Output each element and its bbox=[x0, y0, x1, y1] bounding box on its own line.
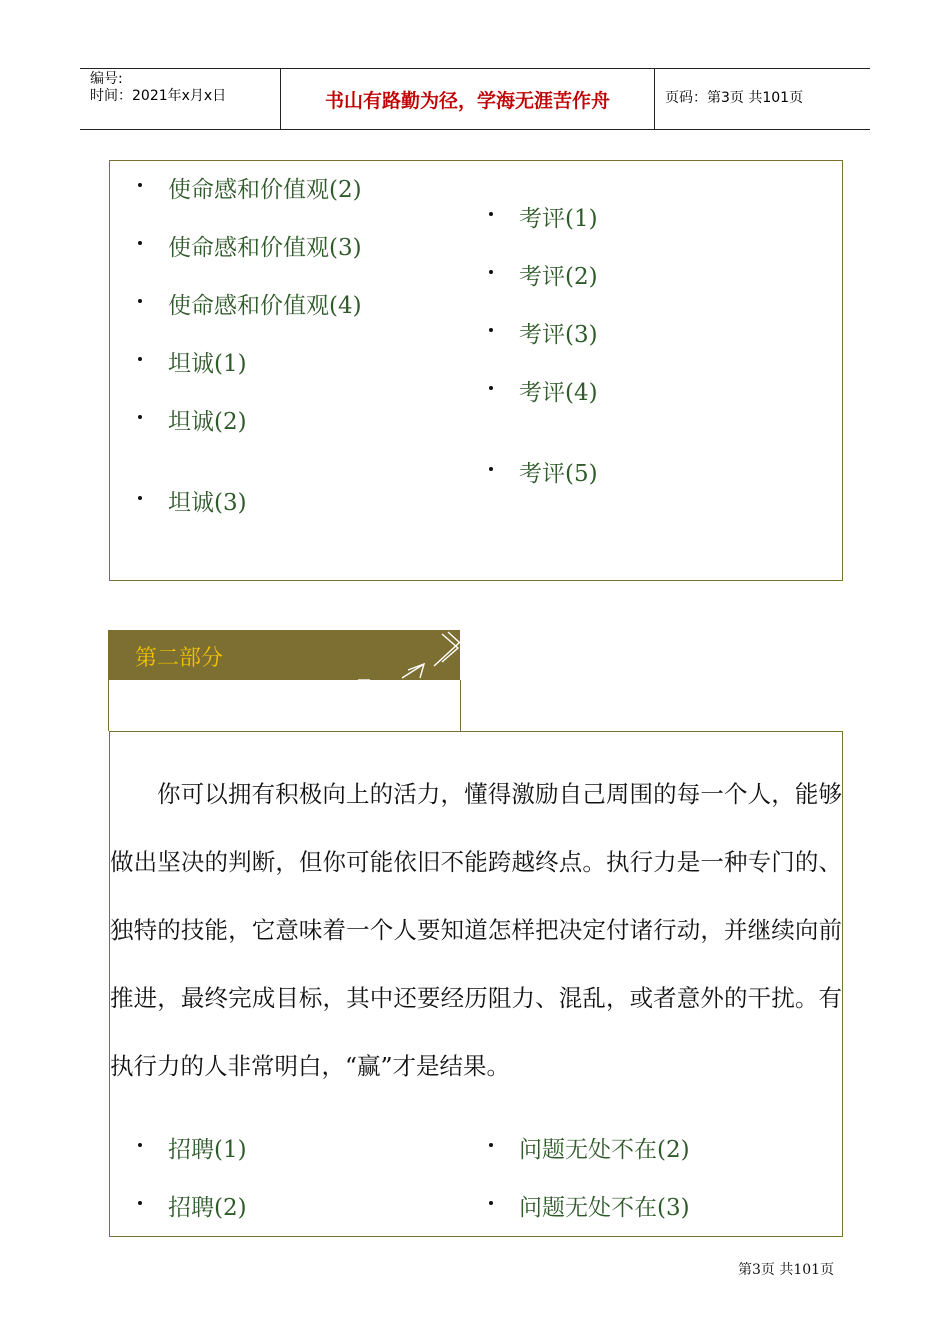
section-banner bbox=[108, 630, 460, 680]
link-label[interactable]: 招聘(2) bbox=[168, 1195, 247, 1221]
bullet-icon bbox=[138, 1201, 142, 1205]
time-label: 时间：2021年x月x日 bbox=[90, 88, 227, 104]
banner-frame bbox=[108, 680, 461, 731]
motto: 书山有路勤为径，学海无涯苦作舟 bbox=[324, 90, 610, 112]
link-label[interactable]: 考评(2) bbox=[519, 264, 598, 290]
bullet-icon bbox=[138, 299, 142, 303]
link-label[interactable]: 坦诚(3) bbox=[168, 490, 247, 516]
list-item[interactable] bbox=[168, 345, 247, 378]
body-paragraph bbox=[110, 760, 842, 1100]
header-motto-cell bbox=[281, 69, 655, 129]
link-label[interactable]: 考评(1) bbox=[519, 206, 598, 232]
link-label[interactable]: 招聘(1) bbox=[168, 1137, 247, 1163]
list-item[interactable] bbox=[168, 403, 247, 436]
link-label[interactable]: 坦诚(2) bbox=[168, 409, 247, 435]
bullet-icon bbox=[489, 467, 493, 471]
bullet-icon bbox=[489, 270, 493, 274]
paragraph-text: 你可以拥有积极向上的活力，懂得激励自己周围的每一个人，能够做出坚决的判断，但你可能依旧不能跨越终点。执行力是一种专门的、独特的技能，它意味着一个人要知道怎样把决定付诸行动，并继续向前推进，最终完成目标，其中还要经历阻力、混乱，或者意外的干扰。有执行力的人非常明白，“赢”才是结果。 bbox=[110, 780, 842, 1080]
list-item[interactable] bbox=[168, 171, 362, 204]
arrow-decoration-icon bbox=[108, 630, 460, 680]
link-label[interactable]: 考评(4) bbox=[519, 380, 598, 406]
link-label[interactable]: 问题无处不在(2) bbox=[519, 1137, 690, 1163]
bullet-icon bbox=[489, 1143, 493, 1147]
section-title: 第二部分 bbox=[135, 646, 224, 671]
list-item[interactable] bbox=[519, 316, 598, 349]
bullet-icon bbox=[138, 1143, 142, 1147]
link-label[interactable]: 使命感和价值观(2) bbox=[168, 177, 362, 203]
page-info: 页码：第3页 共101页 bbox=[665, 90, 804, 106]
page-header bbox=[80, 68, 870, 130]
list-item[interactable] bbox=[519, 200, 598, 233]
list-item[interactable] bbox=[519, 455, 598, 488]
list-item[interactable] bbox=[168, 1189, 247, 1222]
bullet-icon bbox=[489, 212, 493, 216]
list-item[interactable] bbox=[168, 287, 362, 320]
bullet-icon bbox=[489, 1201, 493, 1205]
link-label[interactable]: 使命感和价值观(4) bbox=[168, 293, 362, 319]
link-label[interactable]: 问题无处不在(3) bbox=[519, 1195, 690, 1221]
bullet-icon bbox=[138, 183, 142, 187]
header-meta-cell bbox=[80, 69, 281, 129]
bullet-icon bbox=[138, 415, 142, 419]
page-footer: 第3页 共101页 bbox=[738, 1262, 835, 1278]
bullet-icon bbox=[138, 241, 142, 245]
link-label[interactable]: 考评(3) bbox=[519, 322, 598, 348]
list-item[interactable] bbox=[519, 374, 598, 407]
list-item[interactable] bbox=[519, 1189, 690, 1222]
list-item[interactable] bbox=[519, 258, 598, 291]
bullet-icon bbox=[138, 496, 142, 500]
list-item[interactable] bbox=[168, 484, 247, 517]
list-item[interactable] bbox=[519, 1131, 690, 1164]
link-label[interactable]: 坦诚(1) bbox=[168, 351, 247, 377]
list-item[interactable] bbox=[168, 1131, 247, 1164]
list-item[interactable] bbox=[168, 229, 362, 262]
bullet-icon bbox=[138, 357, 142, 361]
bullet-icon bbox=[489, 328, 493, 332]
serial-label: 编号: bbox=[90, 71, 123, 87]
link-label[interactable]: 使命感和价值观(3) bbox=[168, 235, 362, 261]
bullet-icon bbox=[489, 386, 493, 390]
header-page-cell bbox=[655, 69, 870, 129]
link-label[interactable]: 考评(5) bbox=[519, 461, 598, 487]
